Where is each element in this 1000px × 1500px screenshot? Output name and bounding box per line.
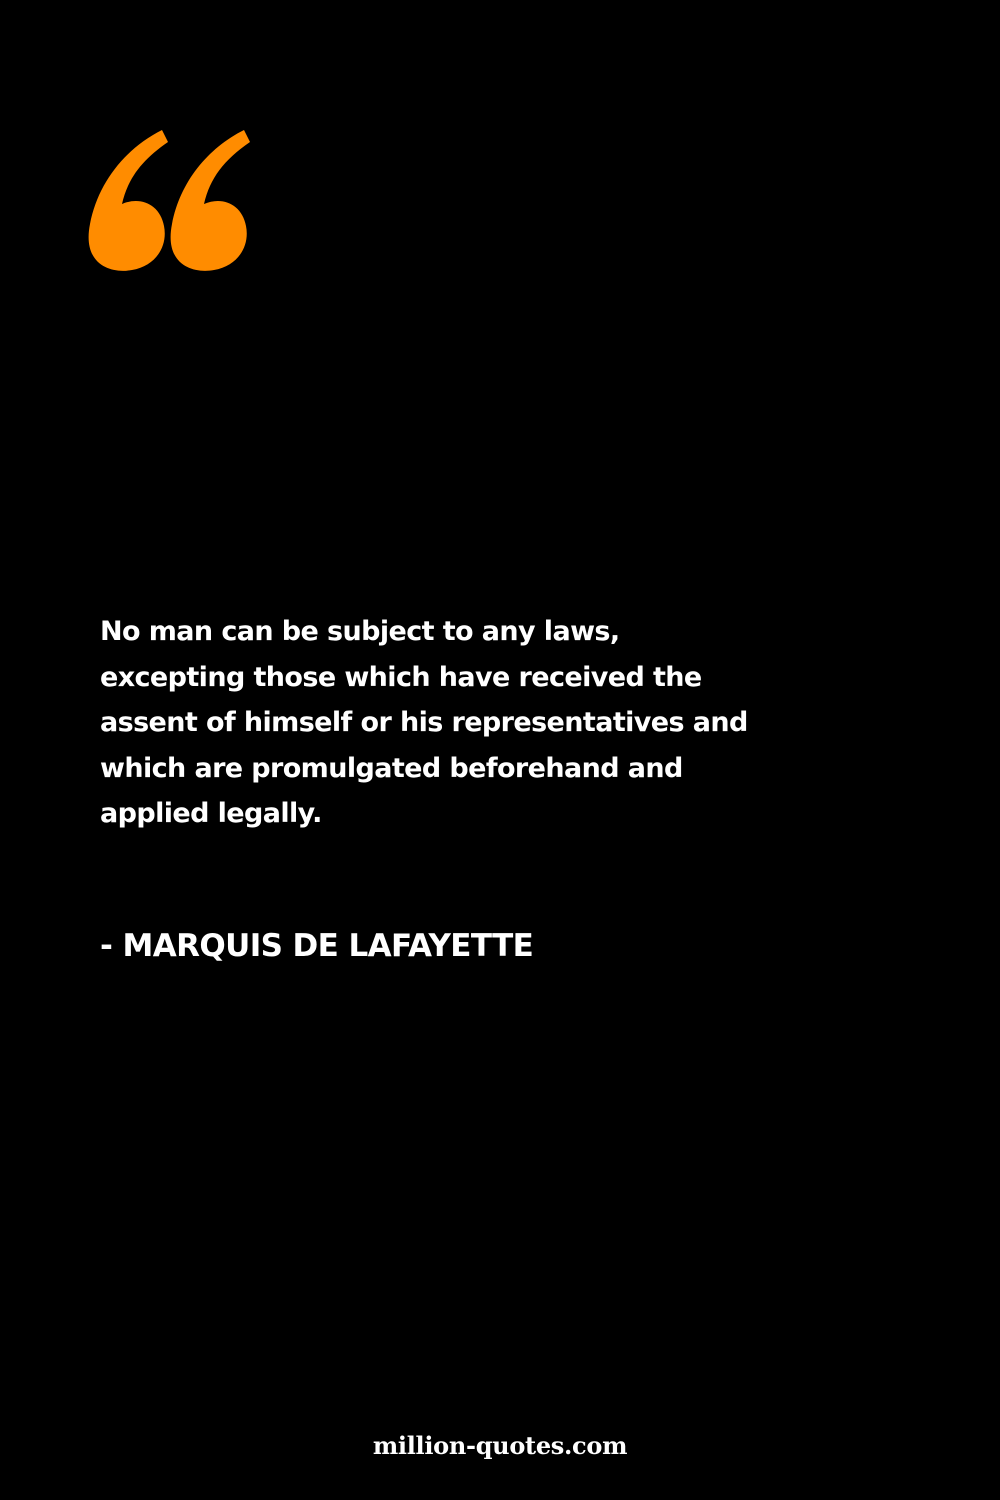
site-watermark: million-quotes.com: [372, 1431, 628, 1460]
quote-author: - MARQUIS DE LAFAYETTE: [100, 928, 534, 964]
quote-line: excepting those which have received the: [100, 661, 702, 693]
open-quotation-marks-icon: [86, 128, 252, 273]
quote-text: [100, 609, 820, 837]
quote-line: applied legally.: [100, 798, 322, 829]
quote-line: which are promulgated beforehand and: [100, 752, 683, 784]
quote-line: No man can be subject to any laws,: [100, 616, 620, 647]
quote-line: assent of himself or his representatives and: [100, 707, 748, 738]
